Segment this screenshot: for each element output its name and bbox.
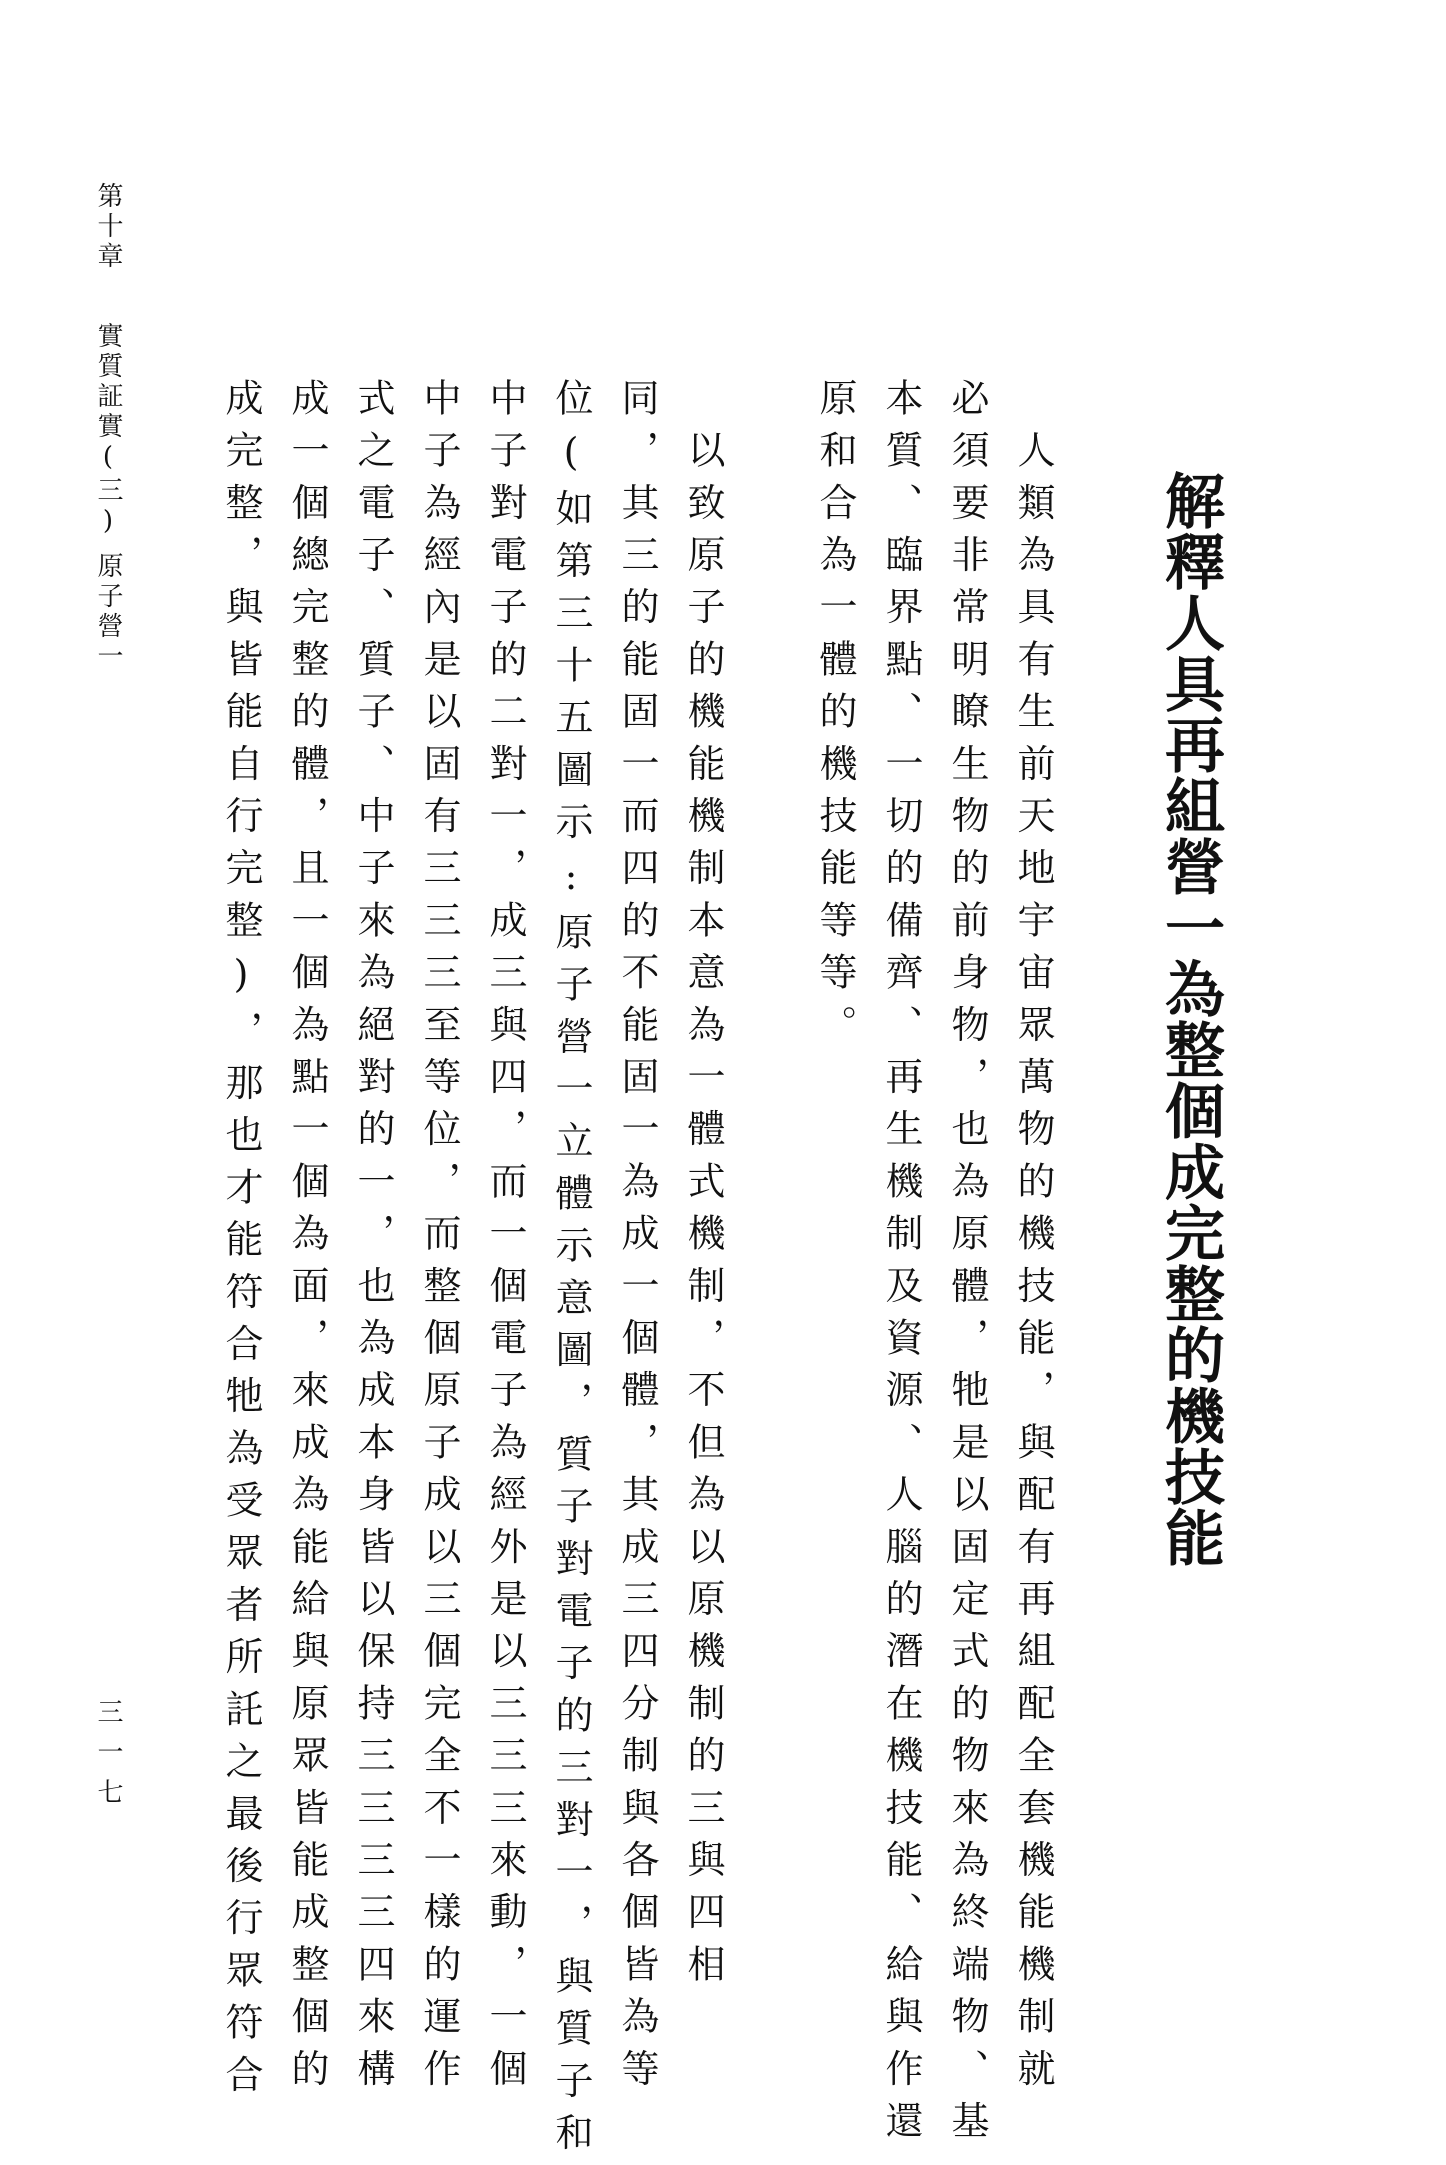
- page-number: 三一七: [93, 1698, 123, 1818]
- running-header-book: 實質証實(三): [93, 322, 123, 540]
- body-line-11: 成一個總完整的體，且一個為點一個為面，來成為能給與原眾皆能成整個的: [285, 378, 329, 2101]
- body-line-7: 位(如第三十五圖示:原子營一立體示意圖，質子對電子的三對一，與質子和: [549, 378, 593, 2165]
- body-line-5: 以致原子的機能機制本意為一體式機制，不但為以原機制的三與四相: [681, 378, 725, 1997]
- page-title: 解釋人具再組營一為整個成完整的機技能: [1155, 470, 1225, 1568]
- body-line-1: 人類為具有生前天地宇宙眾萬物的機技能，與配有再組配全套機能機制就: [1011, 378, 1055, 2101]
- body-line-2: 必須要非常明瞭生物的前身物，也為原體，牠是以固定式的物來為終端物、基: [945, 378, 989, 2153]
- body-line-4: 原和合為一體的機技能等等。: [813, 378, 857, 1057]
- body-line-10: 式之電子、質子、中子來為絕對的一，也為成本身皆以保持三三三三四來構: [351, 378, 395, 2101]
- body-line-8: 中子對電子的二對一，成三與四，而一個電子為經外是以三三三來動，一個: [483, 378, 527, 2101]
- body-line-6: 同，其三的能固一而四的不能固一為成一個體，其成三四分制與各個皆為等: [615, 378, 659, 2101]
- running-header-section: 原子營一: [93, 552, 123, 672]
- running-header-chapter: 第十章: [93, 182, 123, 272]
- body-line-3: 本質、臨界點、一切的備齊、再生機制及資源、人腦的潛在機技能、給與作還: [879, 378, 923, 2153]
- body-line-9: 中子為經內是以固有三三三至等位，而整個原子成以三個完全不一樣的運作: [417, 378, 461, 2101]
- body-line-12: 成完整，與皆能自行完整)，那也才能符合牠為受眾者所託之最後行眾符合: [219, 378, 263, 2107]
